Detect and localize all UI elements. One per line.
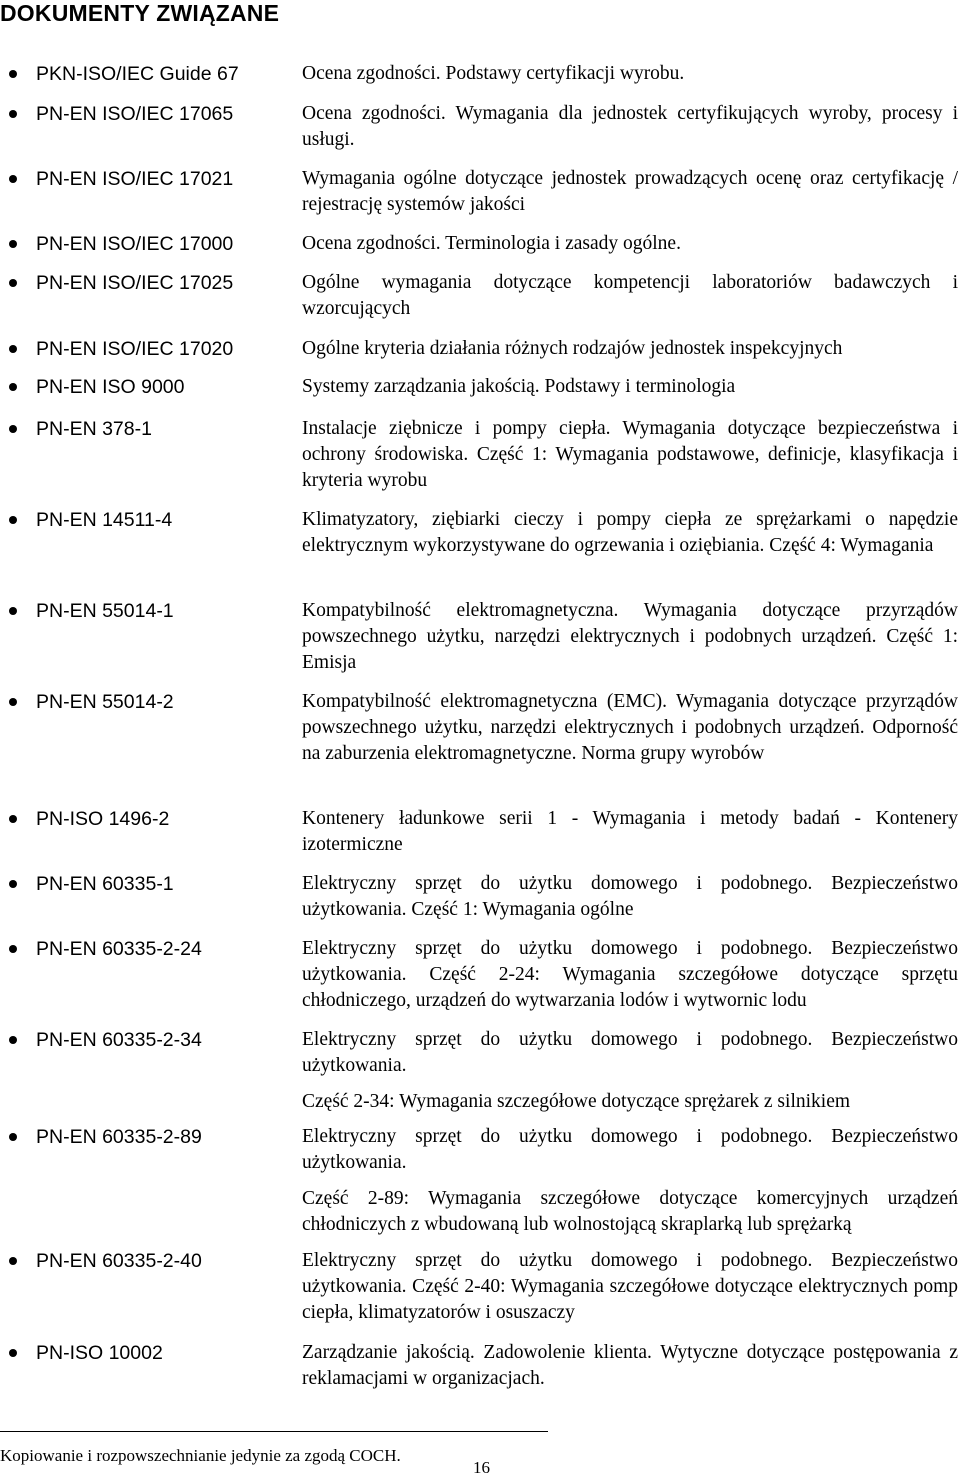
- bullet-icon: [9, 1349, 17, 1357]
- standard-code: PN-EN ISO 9000: [36, 376, 185, 398]
- standard-code: PN-EN 14511-4: [36, 509, 173, 531]
- page-heading: DOKUMENTY ZWIĄZANE: [0, 0, 280, 26]
- bullet-icon: [9, 607, 17, 615]
- description-paragraph: Klimatyzatory, ziębiarki cieczy i pompy ciepła ze sprężarkami o napędzie elektrycznym wykorzystywane do ogrzewania i oziębiania. Część 4: Wymagania: [302, 509, 958, 556]
- standard-code: PN-EN 60335-2-40: [36, 1250, 202, 1272]
- description-paragraph: Elektryczny sprzęt do użytku domowego i podobnego. Bezpieczeństwo użytkowania. Część 2-24: Wymagania szczegółowe dotyczące sprzętu chłodniczego, urządzeń do wytwarzania lodów i wytwornic lodu: [302, 938, 958, 1011]
- standard-description: [302, 1124, 958, 1238]
- standard-code: PN-EN ISO/IEC 17065: [36, 103, 234, 125]
- standard-code: PN-ISO 10002: [36, 1342, 163, 1364]
- standard-description: [302, 270, 958, 322]
- standard-description: [302, 507, 958, 559]
- standard-description: [302, 936, 958, 1014]
- bullet-icon: [9, 945, 17, 953]
- bullet-icon: [9, 279, 17, 287]
- standard-code: PN-EN ISO/IEC 17000: [36, 233, 234, 255]
- bullet-icon: [9, 110, 17, 118]
- standard-description: [302, 1027, 958, 1115]
- standard-description: [302, 231, 958, 257]
- description-paragraph: Kompatybilność elektromagnetyczna. Wymagania dotyczące przyrządów powszechnego użytku, narzędzi elektrycznych i podobnych urządzeń. Część 1: Emisja: [302, 600, 958, 673]
- description-paragraph: Część 2-34: Wymagania szczegółowe dotyczące sprężarek z silnikiem: [302, 1091, 851, 1112]
- bullet-icon: [9, 240, 17, 248]
- standard-description: [302, 598, 958, 676]
- bullet-icon: [9, 516, 17, 524]
- standard-code: PN-EN 60335-2-89: [36, 1126, 202, 1148]
- standard-code: PN-ISO 1496-2: [36, 808, 170, 830]
- bullet-icon: [9, 698, 17, 706]
- standard-code: PN-EN 55014-2: [36, 691, 174, 713]
- bullet-icon: [9, 345, 17, 353]
- standard-description: [302, 61, 958, 87]
- standard-description: [302, 166, 958, 218]
- footer-divider: [0, 1431, 548, 1432]
- standard-code: PN-EN 378-1: [36, 418, 152, 440]
- description-paragraph: Ocena zgodności. Wymagania dla jednostek certyfikujących wyroby, procesy i usługi.: [302, 103, 958, 150]
- standard-code: PN-EN ISO/IEC 17025: [36, 272, 234, 294]
- bullet-icon: [9, 815, 17, 823]
- description-paragraph: Elektryczny sprzęt do użytku domowego i podobnego. Bezpieczeństwo użytkowania. Część 1: Wymagania ogólne: [302, 873, 958, 920]
- standard-description: [302, 374, 958, 400]
- bullet-icon: [9, 383, 17, 391]
- standard-code: PN-EN 60335-1: [36, 873, 174, 895]
- bullet-icon: [9, 1257, 17, 1265]
- bullet-icon: [9, 425, 17, 433]
- description-paragraph: Kompatybilność elektromagnetyczna (EMC). Wymagania dotyczące przyrządów powszechnego użytku, narzędzi elektrycznych i podobnych urządzeń. Odporność na zaburzenia elektromagnetyczne. Norma grupy wyrobów: [302, 691, 958, 764]
- bullet-icon: [9, 175, 17, 183]
- bullet-icon: [9, 70, 17, 78]
- standard-description: [302, 871, 958, 923]
- standard-code: PN-EN 60335-2-34: [36, 1029, 202, 1051]
- page-number: 16: [473, 1458, 490, 1477]
- description-paragraph: Systemy zarządzania jakością. Podstawy i terminologia: [302, 376, 736, 397]
- description-paragraph: Elektryczny sprzęt do użytku domowego i podobnego. Bezpieczeństwo użytkowania.: [302, 1029, 958, 1076]
- bullet-icon: [9, 880, 17, 888]
- description-paragraph: Część 2-89: Wymagania szczegółowe dotyczące komercyjnych urządzeń chłodniczych z wbudowaną lub wolnostojącą skraplarką lub sprężarką: [302, 1188, 958, 1235]
- standard-description: [302, 689, 958, 767]
- description-paragraph: Ocena zgodności. Podstawy certyfikacji wyrobu.: [302, 63, 685, 84]
- standard-description: [302, 416, 958, 494]
- standard-code: PN-EN 60335-2-24: [36, 938, 202, 960]
- standard-code: PN-EN 55014-1: [36, 600, 174, 622]
- standard-description: [302, 1248, 958, 1326]
- bullet-icon: [9, 1133, 17, 1141]
- standard-description: [302, 101, 958, 153]
- description-paragraph: Ogólne wymagania dotyczące kompetencji laboratoriów badawczych i wzorcujących: [302, 272, 958, 319]
- description-paragraph: Instalacje ziębnicze i pompy ciepła. Wymagania dotyczące bezpieczeństwa i ochrony środowiska. Część 1: Wymagania podstawowe, definicje, klasyfikacja i kryteria wyrobu: [302, 418, 958, 491]
- standard-code: PN-EN ISO/IEC 17020: [36, 338, 234, 360]
- standard-code: PKN-ISO/IEC Guide 67: [36, 63, 239, 85]
- standard-description: [302, 806, 958, 858]
- description-paragraph: Wymagania ogólne dotyczące jednostek prowadzących ocenę oraz certyfikację / rejestrację systemów jakości: [302, 168, 958, 215]
- standard-description: [302, 336, 958, 362]
- description-paragraph: Zarządzanie jakością. Zadowolenie klienta. Wytyczne dotyczące postępowania z reklamacjami w organizacjach.: [302, 1342, 958, 1389]
- description-paragraph: Elektryczny sprzęt do użytku domowego i podobnego. Bezpieczeństwo użytkowania.: [302, 1126, 958, 1173]
- standard-code: PN-EN ISO/IEC 17021: [36, 168, 234, 190]
- description-paragraph: Ogólne kryteria działania różnych rodzajów jednostek inspekcyjnych: [302, 338, 843, 359]
- description-paragraph: Ocena zgodności. Terminologia i zasady ogólne.: [302, 233, 681, 254]
- description-paragraph: Elektryczny sprzęt do użytku domowego i podobnego. Bezpieczeństwo użytkowania. Część 2-40: Wymagania szczegółowe dotyczące elektrycznych pomp ciepła, klimatyzatorów i osuszaczy: [302, 1250, 958, 1323]
- footer-copyright-note: Kopiowanie i rozpowszechnianie jedynie za zgodą COCH.: [0, 1446, 401, 1465]
- bullet-icon: [9, 1036, 17, 1044]
- description-paragraph: Kontenery ładunkowe serii 1 - Wymagania i metody badań - Kontenery izotermiczne: [302, 808, 958, 855]
- standard-description: [302, 1340, 958, 1392]
